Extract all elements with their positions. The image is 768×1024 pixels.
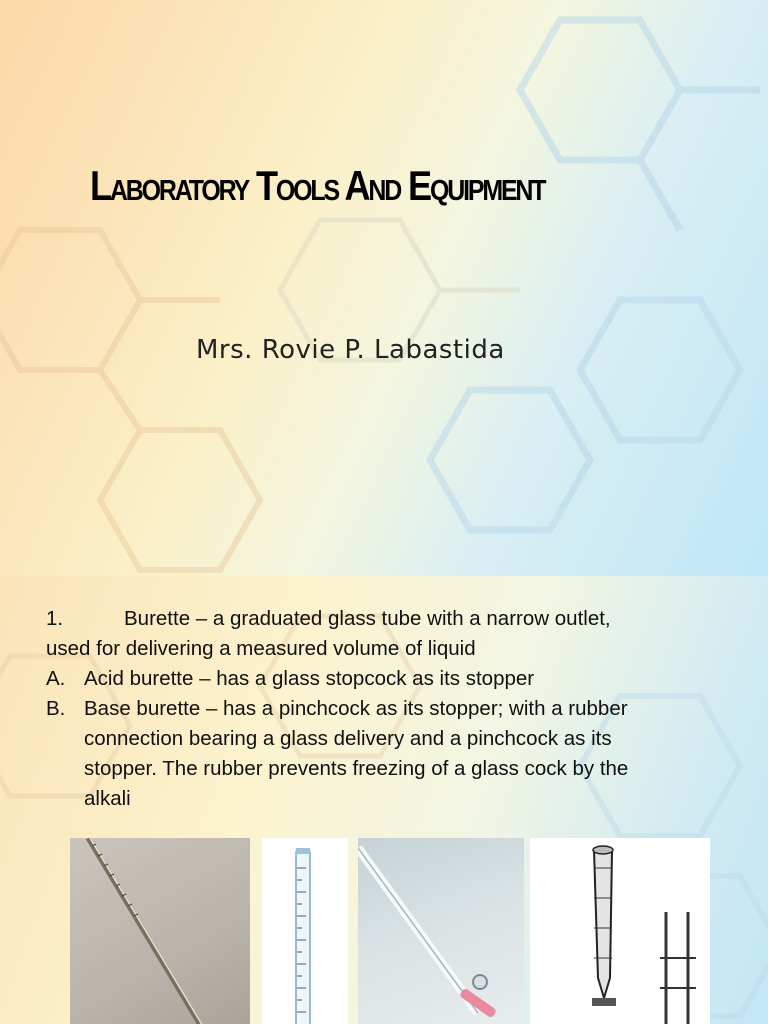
item-text-continued: used for delivering a measured volume of liquid	[46, 637, 476, 660]
burette-photo-icon	[70, 838, 250, 1024]
sub-marker-b: B.	[46, 697, 66, 720]
graduated-burette-icon	[262, 838, 348, 1024]
content-slide	[0, 576, 768, 1024]
list-item	[46, 664, 736, 694]
sub-text-a: Acid burette – has a glass stopcock as its stopper	[84, 667, 535, 690]
burette-description	[46, 604, 736, 814]
sub-marker-a: A.	[46, 667, 66, 690]
burette-stand-illustration	[530, 838, 710, 1024]
graduated-burette-image	[262, 838, 348, 1024]
author-name: Mrs. Rovie P. Labastida	[196, 335, 505, 365]
sub-text-b-line4: alkali	[84, 787, 131, 810]
slide-title: Laboratory Tools And Equipment	[90, 162, 545, 209]
list-item	[46, 694, 736, 724]
burette-photo	[70, 838, 250, 1024]
item-text: Burette – a graduated glass tube with a narrow outlet,	[124, 607, 611, 630]
sub-text-b-line2: connection bearing a glass delivery and a pinchcock as its	[84, 727, 612, 750]
burette-tip-photo	[358, 838, 524, 1024]
list-item	[46, 604, 736, 634]
sub-text-b-line3: stopper. The rubber prevents freezing of a glass cock by the	[84, 757, 629, 780]
burette-stand-illustration-icon	[530, 838, 710, 1024]
sub-text-b-line1: Base burette – has a pinchcock as its stopper; with a rubber	[84, 697, 628, 720]
item-number: 1.	[46, 607, 64, 630]
burette-tip-photo-icon	[358, 838, 524, 1024]
